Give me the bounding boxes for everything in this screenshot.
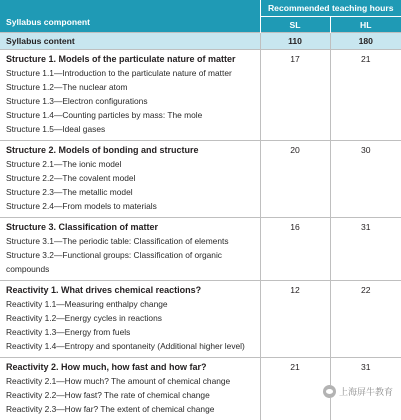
section-hl-hours: 22 xyxy=(330,281,401,358)
watermark-text: 上海屏牛教育 xyxy=(339,385,393,398)
teaching-hours-header: Recommended teaching hours xyxy=(260,0,401,17)
topic-item: compounds xyxy=(6,262,254,276)
syllabus-content-label: Syllabus content xyxy=(0,33,260,50)
topic-item: Reactivity 2.1—How much? The amount of chemical change xyxy=(6,374,254,388)
topic-item: Structure 3.1—The periodic table: Classification of elements xyxy=(6,234,254,248)
topic-item: Structure 2.3—The metallic model xyxy=(6,185,254,199)
section-row xyxy=(0,281,401,358)
topic-item: Structure 3.2—Functional groups: Classification of organic xyxy=(6,248,254,262)
section-hl-hours: 31 xyxy=(330,218,401,281)
topic-item: Structure 1.5—Ideal gases xyxy=(6,122,254,136)
section-row xyxy=(0,50,401,141)
header-row xyxy=(0,0,401,17)
topic-item: Reactivity 2.2—How fast? The rate of chemical change xyxy=(6,388,254,402)
section-sl-hours: 17 xyxy=(260,50,330,141)
section-sl-hours: 16 xyxy=(260,218,330,281)
syllabus-content-sl: 110 xyxy=(260,33,330,50)
topic-item: Structure 2.1—The ionic model xyxy=(6,157,254,171)
section-title: Structure 3. Classification of matter xyxy=(6,220,254,234)
section-title: Reactivity 1. What drives chemical reactions? xyxy=(6,283,254,297)
topic-item: Reactivity 1.3—Energy from fuels xyxy=(6,325,254,339)
section-title: Structure 2. Models of bonding and structure xyxy=(6,143,254,157)
syllabus-content-row xyxy=(0,33,401,50)
section-row xyxy=(0,141,401,218)
watermark xyxy=(321,385,395,398)
wechat-icon xyxy=(323,385,336,398)
section-component-cell xyxy=(0,218,260,281)
topic-item: Structure 2.4—From models to materials xyxy=(6,199,254,213)
hl-header: HL xyxy=(330,17,401,33)
section-hl-hours: 21 xyxy=(330,50,401,141)
section-hl-hours: 30 xyxy=(330,141,401,218)
section-sl-hours: 20 xyxy=(260,141,330,218)
section-component-cell xyxy=(0,141,260,218)
topic-item: Structure 1.3—Electron configurations xyxy=(6,94,254,108)
section-sl-hours: 12 xyxy=(260,281,330,358)
topic-item: Reactivity 1.2—Energy cycles in reactions xyxy=(6,311,254,325)
section-title: Reactivity 2. How much, how fast and how far? xyxy=(6,360,254,374)
topic-item: Structure 2.2—The covalent model xyxy=(6,171,254,185)
topic-item: Structure 1.2—The nuclear atom xyxy=(6,80,254,94)
section-sl-hours: 21 xyxy=(260,358,330,420)
syllabus-content-hl: 180 xyxy=(330,33,401,50)
sl-header: SL xyxy=(260,17,330,33)
section-component-cell xyxy=(0,50,260,141)
section-component-cell xyxy=(0,281,260,358)
topic-item: Structure 1.4—Counting particles by mass: The mole xyxy=(6,108,254,122)
topic-item: Reactivity 2.3—How far? The extent of chemical change xyxy=(6,402,254,416)
section-component-cell xyxy=(0,358,260,420)
topic-item: Reactivity 1.4—Entropy and spontaneity (Additional higher level) xyxy=(6,339,254,353)
section-row xyxy=(0,218,401,281)
syllabus-component-header: Syllabus component xyxy=(0,0,260,33)
topic-item: Structure 1.1—Introduction to the particulate nature of matter xyxy=(6,66,254,80)
section-hl-hours: 31 xyxy=(330,358,401,420)
topic-item: Reactivity 1.1—Measuring enthalpy change xyxy=(6,297,254,311)
section-title: Structure 1. Models of the particulate nature of matter xyxy=(6,52,254,66)
